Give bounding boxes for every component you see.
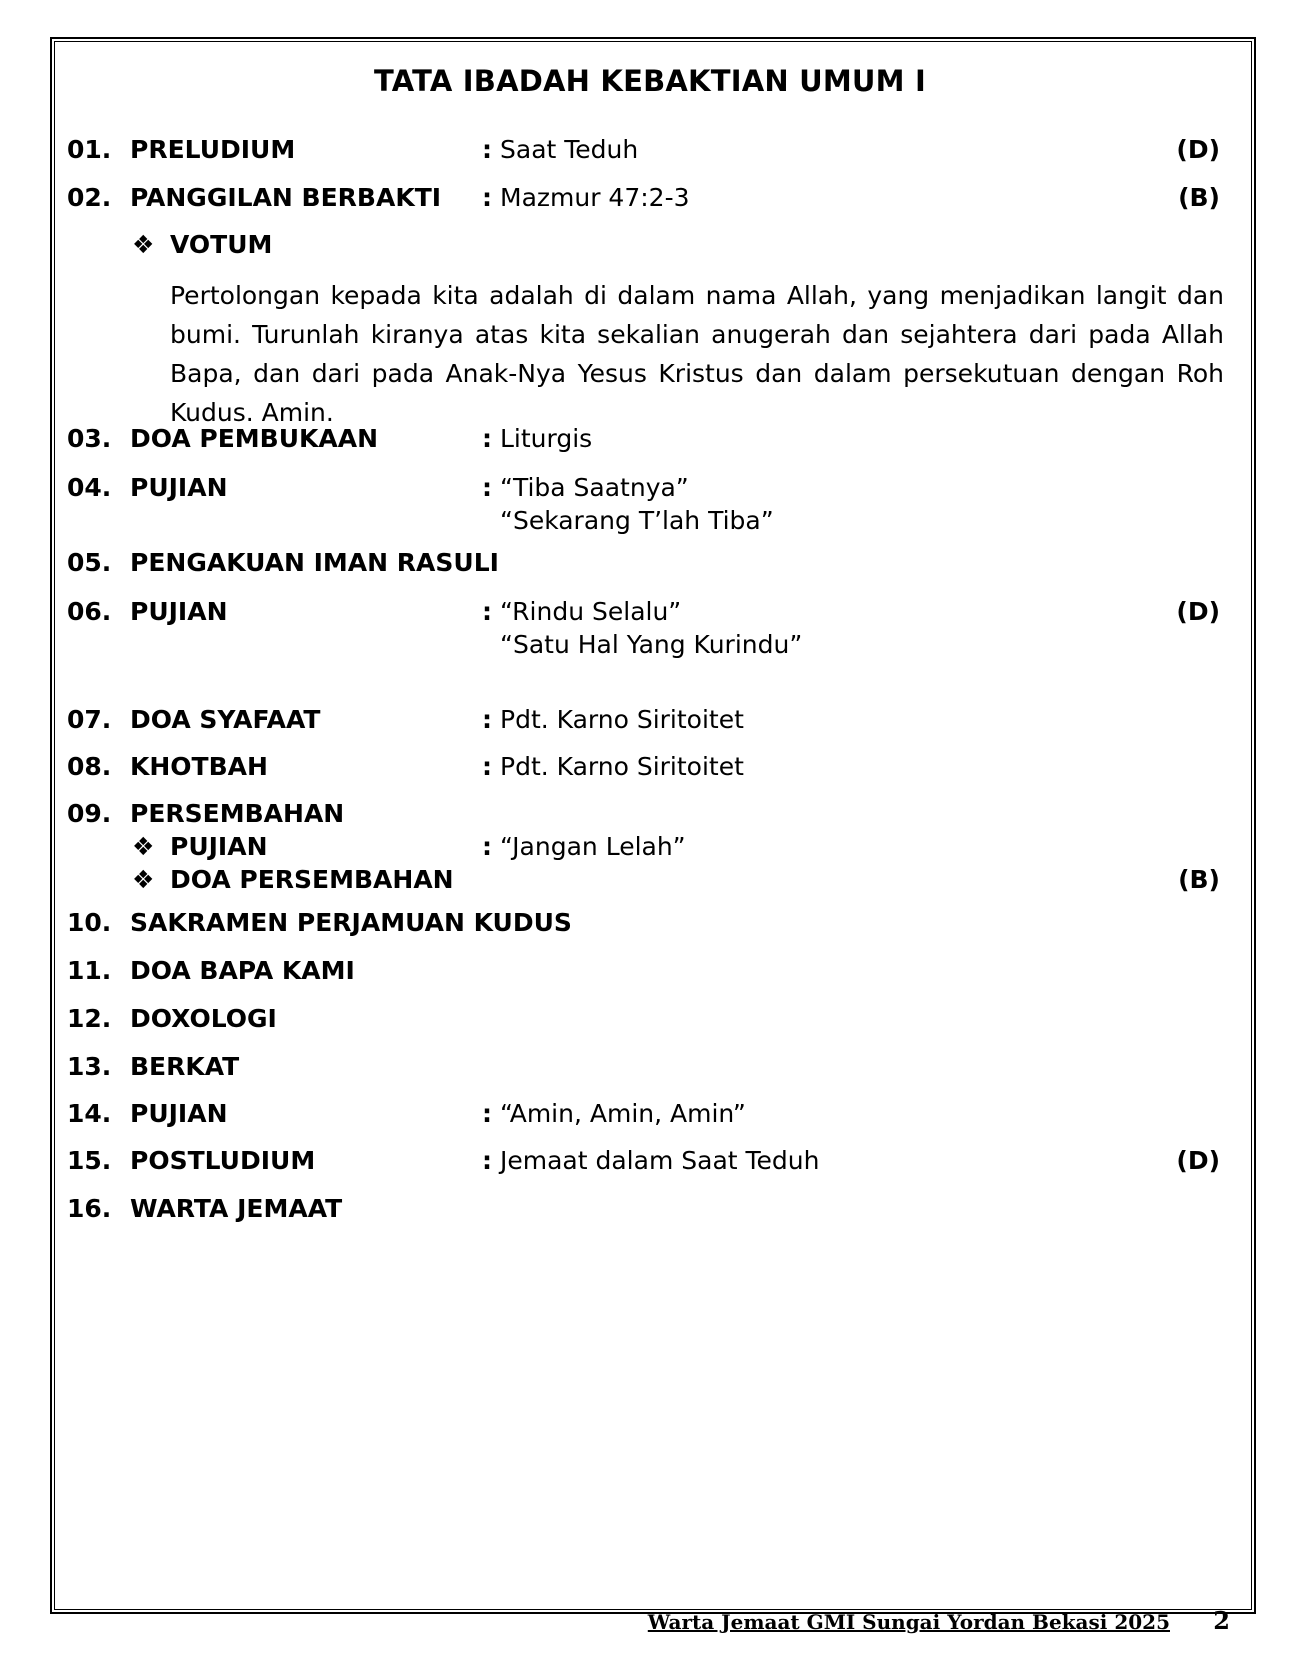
page-footer	[0, 1606, 1300, 1650]
item-value: Pdt. Karno Siritoitet	[500, 752, 744, 781]
item-label: PERSEMBAHAN	[130, 799, 345, 828]
item-value-second: “Satu Hal Yang Kurindu”	[500, 630, 803, 659]
item-label: WARTA JEMAAT	[130, 1194, 343, 1223]
item-label: PUJIAN	[130, 597, 228, 626]
item-label: DOA SYAFAAT	[130, 705, 321, 734]
item-number: 10.	[67, 908, 112, 937]
item-colon: :	[482, 597, 492, 626]
item-label: KHOTBAH	[130, 752, 268, 781]
item-colon: :	[482, 1146, 492, 1175]
diamond-bullet-icon: ❖	[132, 832, 155, 861]
item-colon: :	[482, 1099, 492, 1128]
item-number: 06.	[67, 597, 112, 626]
item-label: DOA PEMBUKAAN	[130, 424, 379, 453]
item-label: DOA BAPA KAMI	[130, 956, 355, 985]
footer-publication: Warta Jemaat GMI Sungai Yordan Bekasi 2025	[647, 1610, 1170, 1634]
item-colon: :	[482, 705, 492, 734]
item-colon: :	[482, 424, 492, 453]
item-label: POSTLUDIUM	[130, 1146, 316, 1175]
item-label: SAKRAMEN PERJAMUAN KUDUS	[130, 908, 572, 937]
item-number: 15.	[67, 1146, 112, 1175]
item-number: 03.	[67, 424, 112, 453]
item-colon: :	[482, 135, 492, 164]
page-title: TATA IBADAH KEBAKTIAN UMUM I	[374, 64, 926, 98]
sub-item-label: DOA PERSEMBAHAN	[170, 865, 454, 894]
sub-item-label: PUJIAN	[170, 832, 268, 861]
item-number: 12.	[67, 1004, 112, 1033]
page-number: 2	[1213, 1606, 1230, 1635]
item-value: “Rindu Selalu”	[500, 597, 682, 626]
item-number: 14.	[67, 1099, 112, 1128]
votum-text: Pertolongan kepada kita adalah di dalam nama Allah, yang menjadikan langit dan bumi. Turunlah kiranya atas kita sekalian anugerah dan sejahtera dari pada Allah Bapa, dan dari pada Anak-Nya Yesus Kristus dan dalam persekutuan dengan Roh Kudus. Amin.	[170, 281, 1224, 427]
item-colon: :	[482, 832, 492, 861]
diamond-bullet-icon: ❖	[132, 230, 155, 259]
item-code: (D)	[1176, 1146, 1220, 1175]
item-value: Jemaat dalam Saat Teduh	[500, 1146, 820, 1175]
item-value: “Tiba Saatnya”	[500, 473, 689, 502]
item-value: “Amin, Amin, Amin”	[500, 1099, 746, 1128]
item-number: 01.	[67, 135, 112, 164]
item-label: DOXOLOGI	[130, 1004, 277, 1033]
item-colon: :	[482, 752, 492, 781]
item-code: (B)	[1178, 183, 1220, 212]
item-label: BERKAT	[130, 1052, 240, 1081]
item-number: 07.	[67, 705, 112, 734]
diamond-bullet-icon: ❖	[132, 865, 155, 894]
item-value-second: “Sekarang T’lah Tiba”	[500, 506, 774, 535]
item-code: (D)	[1176, 597, 1220, 626]
item-code: (B)	[1178, 865, 1220, 894]
item-value: Mazmur 47:2-3	[500, 183, 690, 212]
item-code: (D)	[1176, 135, 1220, 164]
item-label: PANGGILAN BERBAKTI	[130, 183, 442, 212]
item-number: 05.	[67, 548, 112, 577]
item-label: PUJIAN	[130, 473, 228, 502]
item-label: PRELUDIUM	[130, 135, 296, 164]
item-value: Liturgis	[500, 424, 593, 453]
item-number: 11.	[67, 956, 112, 985]
item-value: Pdt. Karno Siritoitet	[500, 705, 744, 734]
item-colon: :	[482, 183, 492, 212]
item-number: 16.	[67, 1194, 112, 1223]
item-number: 02.	[67, 183, 112, 212]
item-value: Saat Teduh	[500, 135, 639, 164]
votum-label: VOTUM	[170, 230, 273, 259]
item-value: “Jangan Lelah”	[500, 832, 686, 861]
item-label: PENGAKUAN IMAN RASULI	[130, 548, 499, 577]
item-number: 09.	[67, 799, 112, 828]
item-colon: :	[482, 473, 492, 502]
item-label: PUJIAN	[130, 1099, 228, 1128]
item-number: 04.	[67, 473, 112, 502]
item-number: 08.	[67, 752, 112, 781]
item-number: 13.	[67, 1052, 112, 1081]
